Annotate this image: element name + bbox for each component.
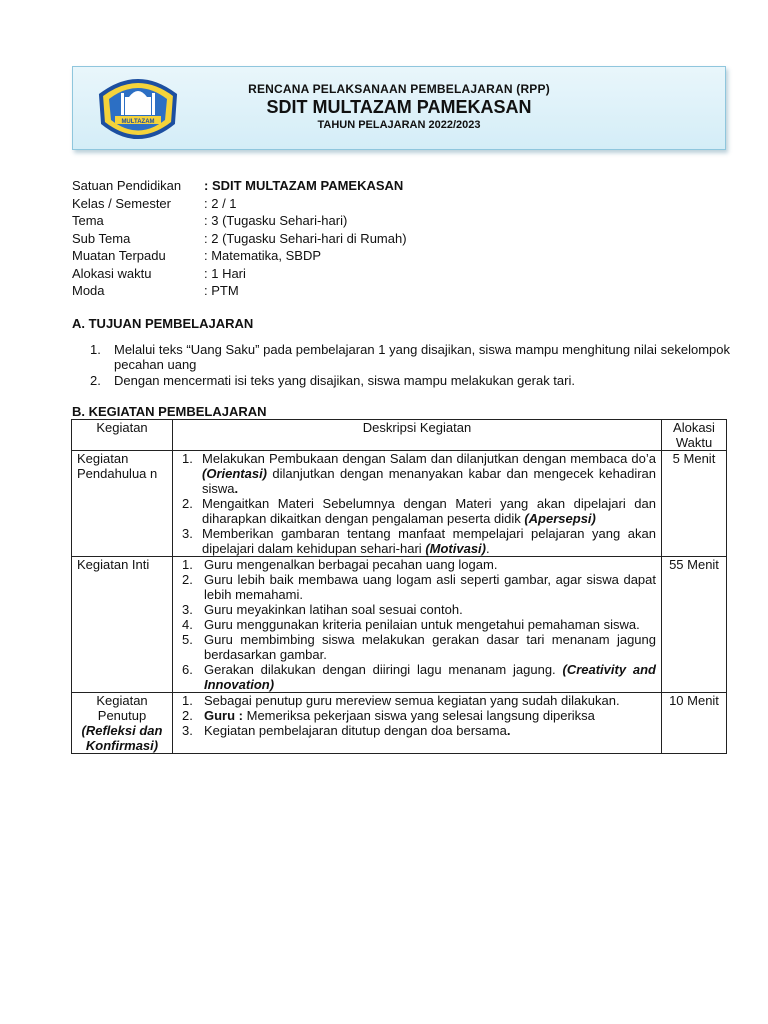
identity-row <box>72 247 407 265</box>
list-item: 2. Mengaitkan Materi Sebelumnya dengan Materi yang akan dipelajari dan diharapkan dikaitkan dengan pengalaman peserta didik (Apersepsi) <box>182 496 656 526</box>
activity-description <box>173 557 662 693</box>
identity-value: : 2 / 1 <box>204 195 237 211</box>
header-banner <box>72 66 726 150</box>
item-emphasis: (Motivasi) <box>425 541 486 556</box>
list-item <box>90 343 730 372</box>
identity-label: Muatan Terpadu <box>72 248 166 263</box>
school-name: SDIT MULTAZAM PAMEKASAN <box>266 97 532 117</box>
table-header-row <box>72 420 727 451</box>
item-text: . <box>234 481 239 496</box>
identity-label: Satuan Pendidikan <box>72 178 182 193</box>
item-text: dilanjutkan dengan menanyakan kabar dan mengecek kehadiran siswa <box>202 466 656 496</box>
activity-name: Kegiatan Inti <box>72 557 173 693</box>
list-item: 1. Melakukan Pembukaan dengan Salam dan dilanjutkan dengan membaca do’a (Orientasi) dilanjutkan dengan menanyakan kabar dan mengecek kehadiran siswa. <box>182 451 656 496</box>
list-item: 2. Guru lebih baik membawa uang logam asli seperti gambar, agar siswa dapat lebih memahami. <box>182 572 656 602</box>
item-text: Melakukan Pembukaan dengan Salam dan dilanjutkan dengan membaca do’a <box>202 451 656 466</box>
identity-value: : 2 (Tugasku Sehari-hari di Rumah) <box>204 230 407 246</box>
header-deskripsi: Deskripsi Kegiatan <box>173 420 662 451</box>
list-item: 4. Guru menggunakan kriteria penilaian untuk mengetahui pemahaman siswa. <box>178 617 656 632</box>
list-number: 2. <box>90 373 101 388</box>
item-text: Guru meyakinkan latihan soal sesuai contoh. <box>204 602 463 617</box>
item-text: Guru lebih baik membawa uang logam asli seperti gambar, agar siswa dapat lebih memahami. <box>204 572 656 602</box>
list-text: Melalui teks “Uang Saku” pada pembelajaran 1 yang disajikan, siswa mampu menghitung nilai sekelompok pecahan uang <box>114 342 730 372</box>
item-text: Gerakan dilakukan dengan diiringi lagu menanam jagung. <box>204 662 563 677</box>
item-text: Memeriksa pekerjaan siswa yang selesai langsung diperiksa <box>246 708 595 723</box>
activity-name <box>72 693 173 754</box>
item-emphasis: (Orientasi) <box>202 466 268 481</box>
item-text: Kegiatan pembelajaran ditutup dengan doa bersama <box>204 723 507 738</box>
item-text: Memberikan gambaran tentang manfaat mempelajari pelajaran yang akan dipelajari dalam kehidupan sehari-hari <box>202 526 656 556</box>
item-text: Guru mengenalkan berbagai pecahan uang logam. <box>204 557 498 572</box>
list-item <box>90 374 730 389</box>
list-item: 3. Memberikan gambaran tentang manfaat mempelajari pelajaran yang akan dipelajari dalam kehidupan sehari-hari (Motivasi). <box>182 526 656 556</box>
list-item: 6. Gerakan dilakukan dengan diiringi lagu menanam jagung. (Creativity and Innovation) <box>182 662 656 692</box>
identity-row <box>72 282 407 300</box>
list-text: Dengan mencermati isi teks yang disajikan, siswa mampu melakukan gerak tari. <box>114 373 575 388</box>
activity-name-text: Kegiatan Penutup <box>96 693 148 723</box>
activity-name: Kegiatan Pendahulua n <box>72 451 173 557</box>
header-kegiatan: Kegiatan <box>72 420 173 451</box>
identity-label: Sub Tema <box>72 230 131 246</box>
activity-description <box>173 451 662 557</box>
document-type: RENCANA PELAKSANAAN PEMBELAJARAN (RPP) <box>248 82 550 96</box>
identity-row <box>72 177 407 195</box>
list-item: 3. Kegiatan pembelajaran ditutup dengan doa bersama. <box>182 723 511 738</box>
activity-time: 5 Menit <box>662 451 727 557</box>
activity-time: 10 Menit <box>662 693 727 754</box>
identity-value: : SDIT MULTAZAM PAMEKASAN <box>204 178 404 193</box>
identity-value: : PTM <box>204 283 239 298</box>
list-number: 1. <box>90 342 101 357</box>
activity-time: 55 Menit <box>662 557 727 693</box>
objectives-list <box>90 343 730 389</box>
activity-description <box>173 693 662 754</box>
item-text: . <box>506 723 511 738</box>
list-item: 3. Guru meyakinkan latihan soal sesuai contoh. <box>178 602 656 617</box>
item-text: Sebagai penutup guru mereview semua kegiatan yang sudah dilakukan. <box>204 693 620 708</box>
identity-value: : 1 Hari <box>204 265 246 281</box>
item-text: . <box>485 541 490 556</box>
item-emphasis: (Creativity and Innovation) <box>204 662 656 692</box>
list-item: 2. Guru : Memeriksa pekerjaan siswa yang selesai langsung diperiksa <box>182 708 595 723</box>
table-row <box>72 451 727 557</box>
section-b-title: B. KEGIATAN PEMBELAJARAN <box>72 404 267 419</box>
item-label: Guru : <box>204 708 247 723</box>
academic-year: TAHUN PELAJARAN 2022/2023 <box>317 119 481 131</box>
identity-row <box>72 230 407 248</box>
activity-name-emphasis: (Refleksi dan Konfirmasi) <box>81 723 163 753</box>
item-text: Guru membimbing siswa melakukan gerakan dasar tari menanam jagung berdasarkan gambar. <box>204 632 656 662</box>
table-row <box>72 557 727 693</box>
identity-row <box>72 212 407 230</box>
identity-value: : 3 (Tugasku Sehari-hari) <box>204 213 348 228</box>
list-item: 5. Guru membimbing siswa melakukan gerakan dasar tari menanam jagung berdasarkan gambar. <box>182 632 656 662</box>
item-text: Guru menggunakan kriteria penilaian untuk mengetahui pemahaman siswa. <box>204 617 640 632</box>
activities-table <box>71 419 727 754</box>
list-item: 1. Sebagai penutup guru mereview semua kegiatan yang sudah dilakukan. <box>178 693 656 708</box>
identity-row <box>72 265 407 283</box>
identity-row <box>72 195 407 213</box>
identity-label: Alokasi waktu <box>72 265 152 281</box>
identity-label: Kelas / Semester <box>72 195 171 211</box>
identity-label: Moda <box>72 283 105 298</box>
section-a-title: A. TUJUAN PEMBELAJARAN <box>72 316 254 331</box>
table-row <box>72 693 727 754</box>
item-emphasis: (Apersepsi) <box>524 511 596 526</box>
identity-list <box>72 177 407 300</box>
item-text: Mengaitkan Materi Sebelumnya dengan Materi yang akan dipelajari dan diharapkan dikaitkan dengan pengalaman peserta didik <box>202 496 656 526</box>
identity-label: Tema <box>72 213 104 228</box>
identity-value: : Matematika, SBDP <box>204 248 322 263</box>
logo-text: MULTAZAM <box>121 119 155 125</box>
header-alokasi: Alokasi Waktu <box>662 420 727 451</box>
list-item: 1. Guru mengenalkan berbagai pecahan uang logam. <box>178 557 656 572</box>
